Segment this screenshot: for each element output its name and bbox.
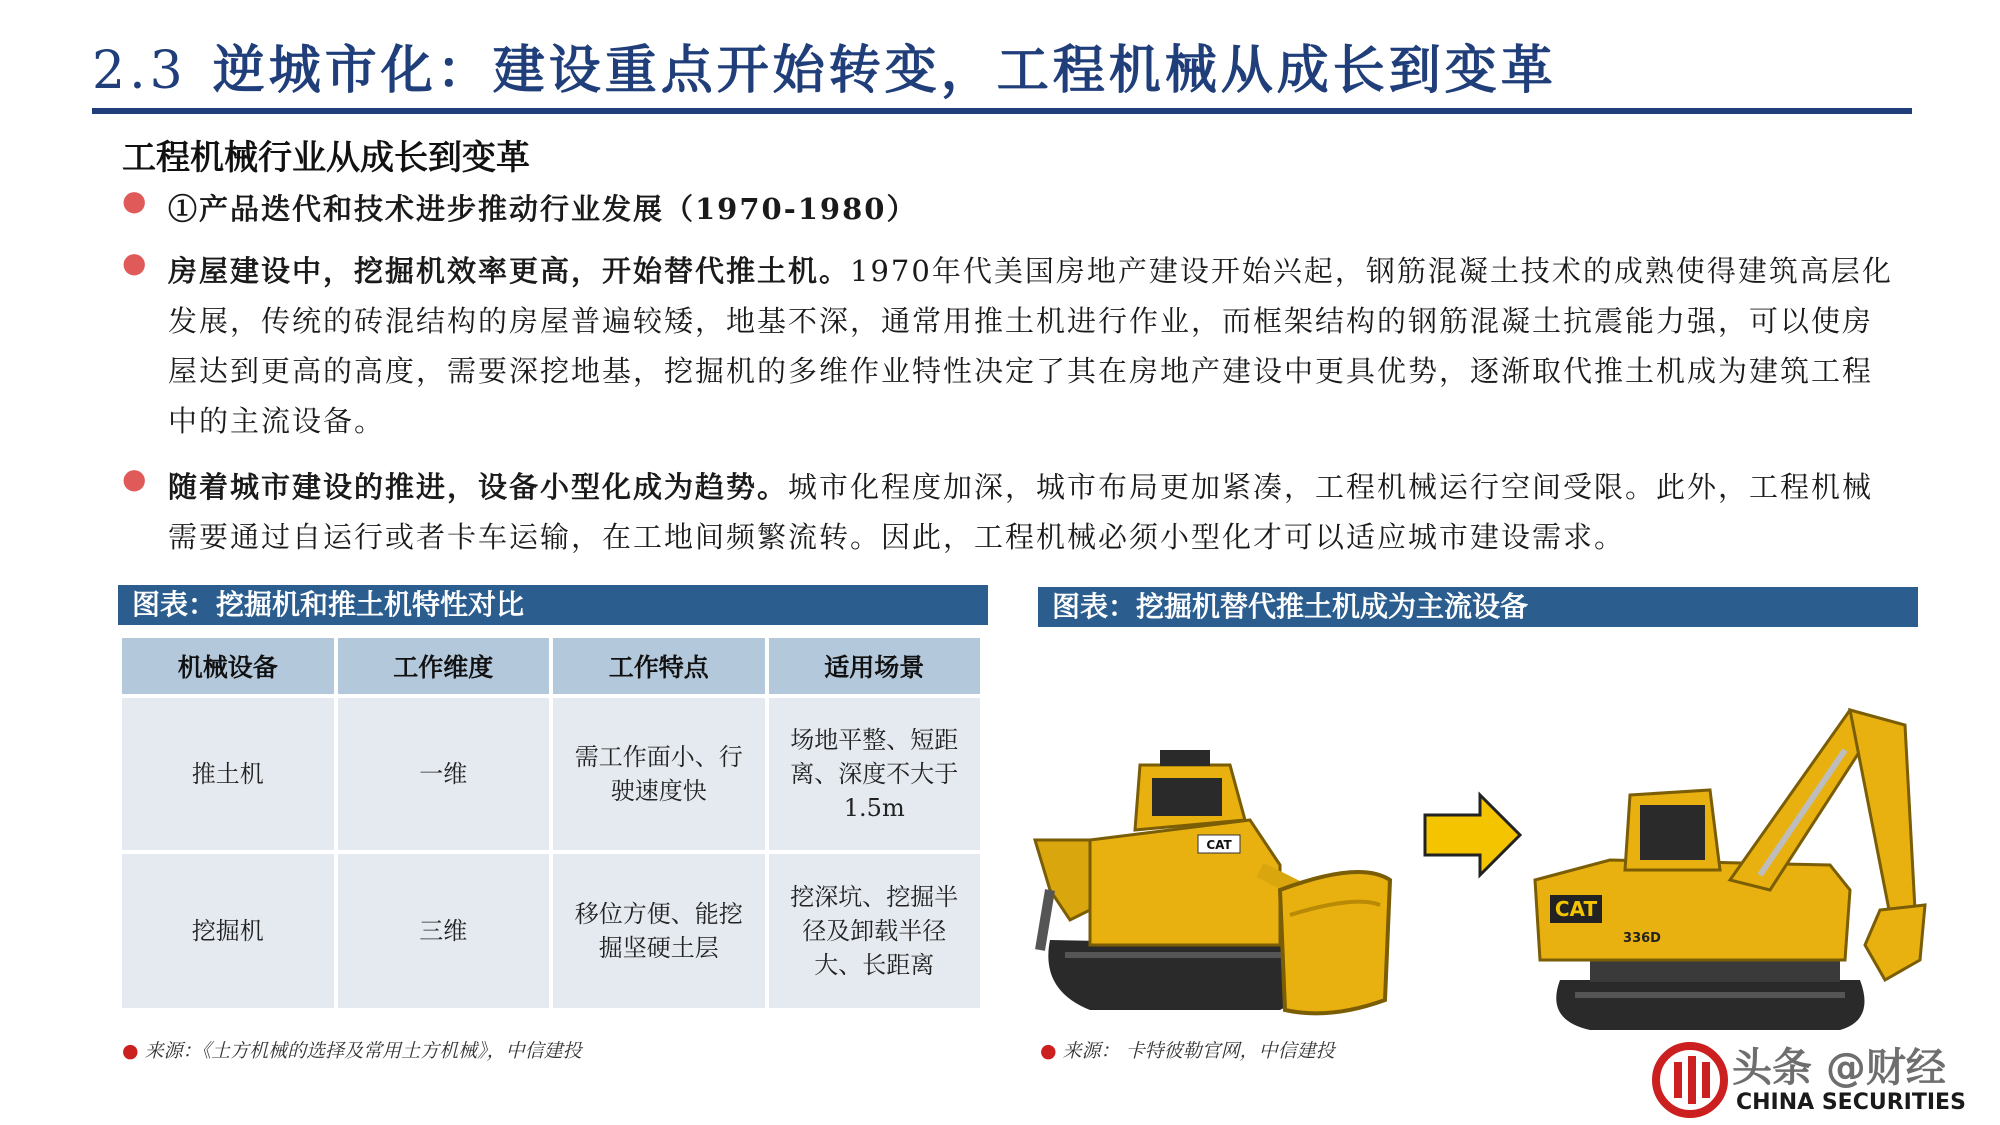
china-securities-logo-icon [1650, 1040, 1730, 1120]
title-divider [92, 108, 1912, 114]
bullet-text: 城市化程度加深，城市布局更加紧凑，工程机械运行空间受限。此外，工程机械需要通过自运行或者卡车运输，在工地间频繁流转。因此，工程机械必须小型化才可以适应城市建设需求。 [168, 470, 1874, 554]
bullet-bold: 随着城市建设的推进，设备小型化成为趋势。 [168, 470, 789, 504]
comparison-table [118, 634, 984, 1012]
table-cell: 挖深坑、挖掘半径及卸载半径大、长距离 [769, 854, 981, 1008]
table-cell: 场地平整、短距离、深度不大于1.5m [769, 698, 981, 850]
bullet-bold: 房屋建设中，挖掘机效率更高，开始替代推土机。 [168, 254, 851, 288]
bullet-dot-icon: ● [122, 184, 147, 217]
brand-watermark [1650, 1040, 1980, 1120]
title-text: 逆城市化：建设重点开始转变，工程机械从成长到变革 [212, 40, 1557, 101]
column-header: 机械设备 [122, 638, 334, 694]
table-cell: 挖掘机 [122, 854, 334, 1008]
column-header: 工作维度 [338, 638, 550, 694]
bullet-item [122, 462, 1902, 562]
table-row [122, 698, 980, 850]
table-cell: 一维 [338, 698, 550, 850]
section-number: 2.3 [92, 41, 187, 101]
page-title [92, 28, 1557, 103]
bullet-item [122, 184, 1902, 234]
bullet-text: 1970年代美国房地产建设开始兴起，钢筋混凝土技术的成熟使得建筑高层化发展，传统的砖混结构的房屋普遍较矮，地基不深，通常用推土机进行作业，而框架结构的钢筋混凝土抗震能力强，可以使房屋达到更高的高度，需要深挖地基，挖掘机的多维作业特性决定了其在房地产建设中更具优势，逐渐取代推土机成为建筑工程中的主流设备。 [168, 254, 1893, 438]
table-row [122, 854, 980, 1008]
bulldozer-image [1035, 750, 1390, 1013]
excavator-image [1535, 710, 1925, 1030]
table-cell: 三维 [338, 854, 550, 1008]
bullet-item [122, 246, 1902, 446]
right-figure-header: 图表：挖掘机替代推土机成为主流设备 [1038, 587, 1918, 627]
bullet-dot-icon: ● [122, 246, 147, 279]
machinery-illustration [1030, 690, 1930, 1040]
bullet-bold: ①产品迭代和技术进步推动行业发展（1970-1980） [168, 192, 918, 226]
source-text: 来源： 卡特彼勒官网，中信建投 [1062, 1040, 1335, 1062]
dozer-badge: CAT [1206, 838, 1232, 852]
excavator-model: 336D [1623, 931, 1661, 946]
column-header: 工作特点 [553, 638, 765, 694]
right-source-note [1040, 1036, 1335, 1063]
left-figure-header: 图表：挖掘机和推土机特性对比 [118, 585, 988, 625]
brand-name: CHINA SECURITIES [1736, 1090, 1966, 1115]
section-heading: 工程机械行业从成长到变革 [122, 138, 530, 178]
column-header: 适用场景 [769, 638, 981, 694]
table-cell: 推土机 [122, 698, 334, 850]
table-cell: 需工作面小、行驶速度快 [553, 698, 765, 850]
left-source-note [122, 1036, 582, 1063]
bullet-dot-icon: ● [122, 462, 147, 495]
table-header-row [122, 638, 980, 694]
source-text: 来源：《土方机械的选择及常用土方机械》，中信建投 [144, 1040, 582, 1062]
excavator-badge: CAT [1554, 897, 1598, 921]
source-dot-icon: ● [1040, 1040, 1057, 1062]
watermark-text: 头条 @财经 [1732, 1045, 1946, 1091]
source-dot-icon: ● [122, 1040, 139, 1062]
arrow-right-icon [1425, 795, 1520, 875]
table-cell: 移位方便、能挖掘坚硬土层 [553, 854, 765, 1008]
